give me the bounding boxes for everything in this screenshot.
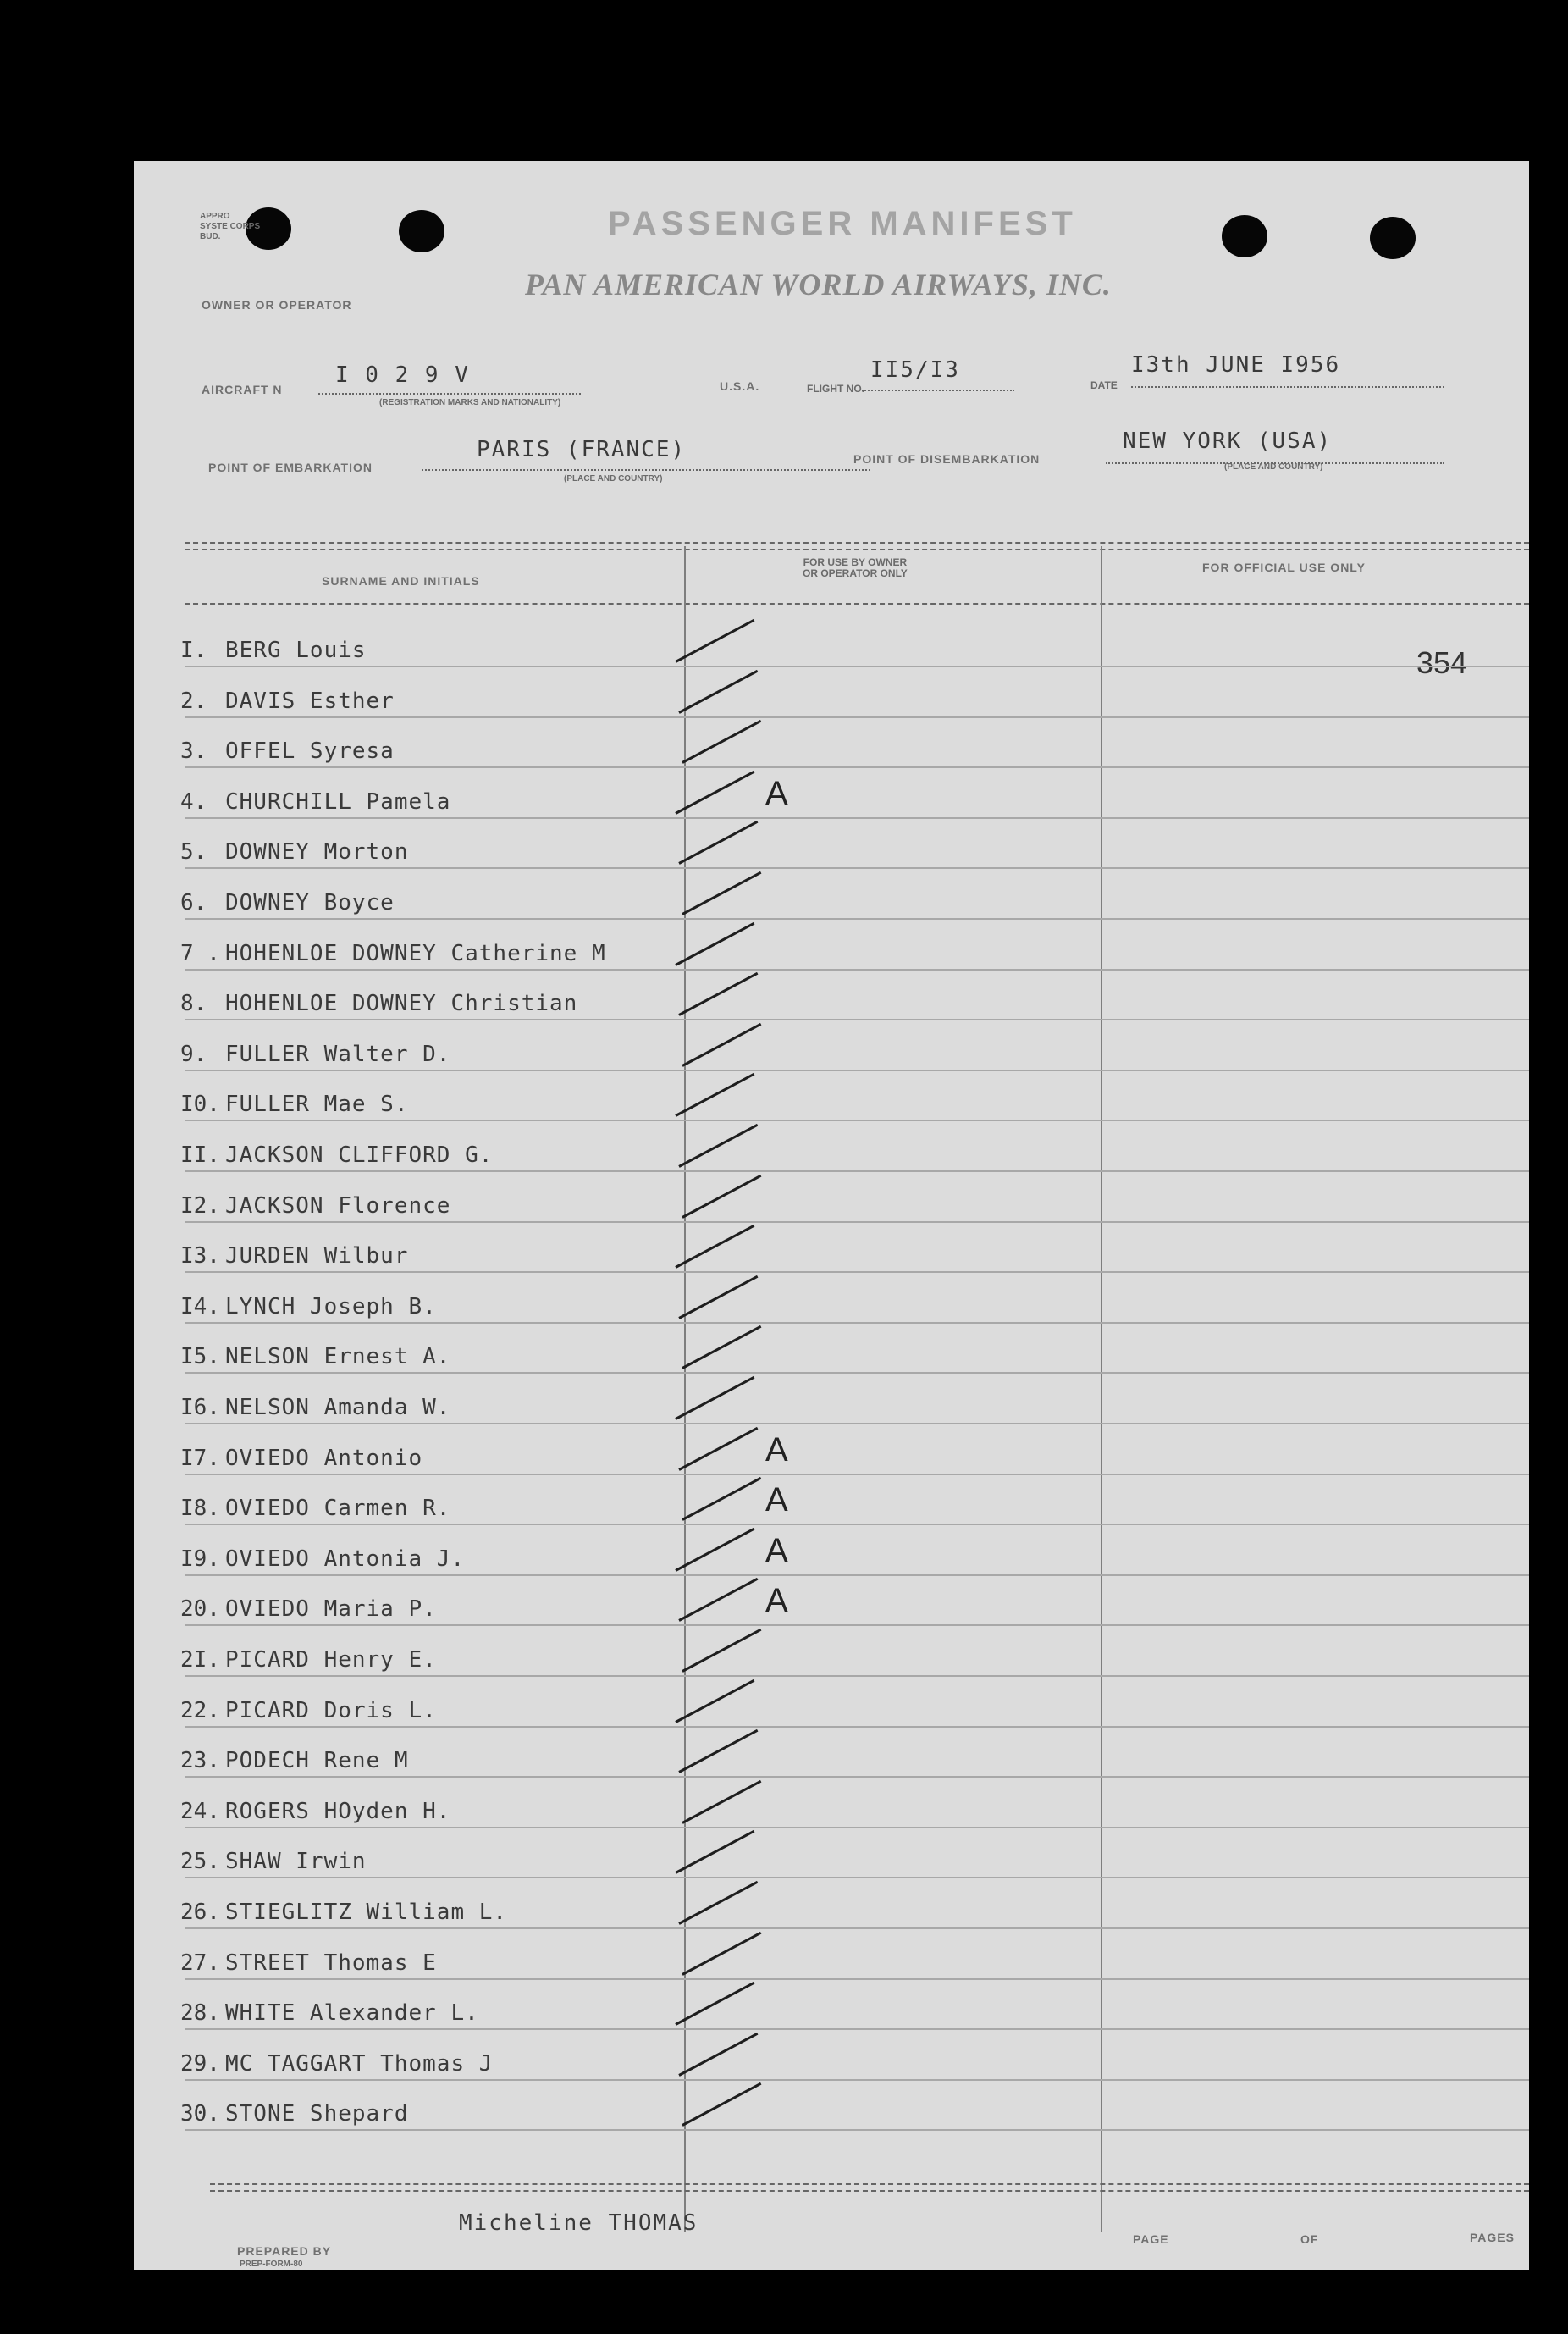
row-rule <box>185 1524 1529 1525</box>
annotation-a: A <box>765 1531 788 1569</box>
passenger-number: 28. <box>180 2000 220 2027</box>
col-header-owner-line: FOR USE BY OWNER <box>803 556 908 568</box>
check-mark <box>678 1881 758 1925</box>
passenger-number: 27. <box>180 1950 220 1976</box>
passenger-number: I8. <box>180 1496 220 1522</box>
row-rule <box>185 2129 1529 2131</box>
row-rule <box>185 2028 1529 2030</box>
passenger-number: I9. <box>180 1546 220 1572</box>
passenger-name: STIEGLITZ William L. <box>225 1900 508 1925</box>
check-mark <box>675 1830 754 1874</box>
passenger-name: DAVIS Esther <box>225 688 395 714</box>
check-mark <box>682 720 761 764</box>
disembarkation-caption: (PLACE AND COUNTRY) <box>1224 462 1323 472</box>
passenger-name: FULLER Mae S. <box>225 1092 409 1118</box>
check-mark <box>678 1729 758 1773</box>
passenger-name: OVIEDO Antonia J. <box>225 1546 466 1572</box>
row-rule <box>185 1574 1529 1576</box>
col-header-surname: SURNAME AND INITIALS <box>322 574 480 588</box>
aircraft-label: AIRCRAFT N <box>202 383 283 396</box>
aircraft-field <box>318 364 581 395</box>
check-mark <box>675 1376 754 1420</box>
passenger-number: 24. <box>180 1798 220 1824</box>
check-mark <box>678 821 758 865</box>
flight-field <box>862 357 1014 391</box>
col-header-rule <box>185 603 1529 605</box>
owner-label: OWNER OR OPERATOR <box>202 298 352 312</box>
date-label: DATE <box>1090 379 1118 391</box>
passenger-name: PICARD Henry E. <box>225 1647 437 1673</box>
disembarkation-label: POINT OF DISEMBARKATION <box>853 452 1041 466</box>
check-mark <box>682 2082 761 2127</box>
row-rule <box>185 1372 1529 1374</box>
punch-hole <box>1222 215 1267 257</box>
check-mark <box>675 1225 754 1269</box>
row-rule <box>185 1978 1529 1980</box>
check-mark <box>675 1679 754 1723</box>
check-mark <box>678 2033 758 2077</box>
row-rule <box>185 1070 1529 1071</box>
passenger-number: 30. <box>180 2101 220 2127</box>
annotation-a: A <box>765 774 788 812</box>
date-field <box>1131 352 1444 388</box>
row-rule <box>185 2079 1529 2081</box>
passenger-number: 25. <box>180 1849 220 1875</box>
check-mark <box>682 1325 761 1369</box>
official-number: 354 <box>1416 645 1468 680</box>
row-rule <box>185 1776 1529 1778</box>
registration-caption: (REGISTRATION MARKS AND NATIONALITY) <box>379 398 561 407</box>
passenger-number: 3. <box>180 738 207 765</box>
passenger-name: BERG Louis <box>225 638 367 663</box>
passenger-number: 7 . <box>180 940 220 966</box>
passenger-name: NELSON Amanda W. <box>225 1395 451 1420</box>
date-value: I3th JUNE I956 <box>1131 352 1341 378</box>
check-mark <box>678 669 758 713</box>
aircraft-value: I 0 2 9 V <box>335 362 470 388</box>
check-mark <box>682 1023 761 1067</box>
row-rule <box>185 766 1529 768</box>
passenger-name: SHAW Irwin <box>225 1849 367 1875</box>
check-mark <box>675 1982 754 2026</box>
embarkation-value: PARIS (FRANCE) <box>477 437 687 462</box>
passenger-name: JURDEN Wilbur <box>225 1243 409 1269</box>
header-rule <box>185 549 1529 550</box>
passenger-number: 29. <box>180 2050 220 2077</box>
row-rule <box>185 1927 1529 1929</box>
passenger-number: I4. <box>180 1293 220 1319</box>
row-rule <box>185 666 1529 667</box>
row-rule <box>185 1726 1529 1728</box>
row-rule <box>185 1675 1529 1677</box>
passenger-name: CHURCHILL Pamela <box>225 788 451 815</box>
passenger-number: 23. <box>180 1748 220 1774</box>
passenger-name: DOWNEY Boyce <box>225 890 395 915</box>
passenger-number: 20. <box>180 1596 220 1623</box>
passenger-name: JACKSON Florence <box>225 1192 451 1219</box>
passenger-name: HOHENLOE DOWNEY Christian <box>225 991 578 1017</box>
passenger-number: I. <box>180 638 207 663</box>
check-mark <box>675 619 754 663</box>
punch-hole <box>1370 217 1416 259</box>
check-mark <box>678 972 758 1016</box>
col-header-official: FOR OFFICIAL USE ONLY <box>1202 561 1366 574</box>
passenger-number: I5. <box>180 1344 220 1370</box>
check-mark <box>678 1426 758 1470</box>
check-mark <box>675 1073 754 1117</box>
check-mark <box>682 1629 761 1673</box>
form-title: PASSENGER MANIFEST <box>608 205 1077 242</box>
passenger-number: I3. <box>180 1243 220 1269</box>
passenger-number: I6. <box>180 1395 220 1420</box>
passenger-number: 22. <box>180 1697 220 1723</box>
prepared-value: Micheline THOMAS <box>459 2210 698 2236</box>
passenger-name: OVIEDO Antonio <box>225 1445 423 1471</box>
flight-label: FLIGHT NO. <box>807 383 864 395</box>
usa-label: U.S.A. <box>720 379 760 393</box>
disembarkation-field <box>1106 429 1444 464</box>
check-mark <box>682 1477 761 1521</box>
passenger-name: OVIEDO Maria P. <box>225 1596 437 1623</box>
passenger-number: 5. <box>180 839 207 866</box>
passenger-number: I0. <box>180 1092 220 1118</box>
passenger-name: MC TAGGART Thomas J <box>225 2050 494 2077</box>
of-label: OF <box>1300 2232 1319 2246</box>
page-label: PAGE <box>1133 2232 1169 2246</box>
header-rule <box>185 542 1529 544</box>
row-rule <box>185 1877 1529 1878</box>
check-mark <box>682 1174 761 1218</box>
passenger-number: 2I. <box>180 1647 220 1673</box>
passenger-number: 8. <box>180 991 207 1017</box>
check-mark <box>682 1780 761 1824</box>
passenger-name: PICARD Doris L. <box>225 1697 437 1723</box>
punch-hole <box>399 210 444 252</box>
row-rule <box>185 817 1529 819</box>
passenger-name: ROGERS HOyden H. <box>225 1798 451 1824</box>
passenger-number: II. <box>180 1142 220 1168</box>
row-rule <box>185 1221 1529 1223</box>
check-mark <box>678 1578 758 1622</box>
annotation-a: A <box>765 1481 788 1519</box>
passenger-name: LYNCH Joseph B. <box>225 1293 437 1319</box>
row-rule <box>185 1624 1529 1626</box>
passenger-name: OVIEDO Carmen R. <box>225 1496 451 1522</box>
passenger-number: 9. <box>180 1041 207 1067</box>
passenger-name: WHITE Alexander L. <box>225 2000 479 2027</box>
footer-rule <box>210 2190 1529 2192</box>
passenger-number: I2. <box>180 1192 220 1219</box>
row-rule <box>185 716 1529 718</box>
annotation-a: A <box>765 1582 788 1620</box>
check-mark <box>675 1528 754 1572</box>
flight-value: II5/I3 <box>870 357 960 383</box>
footer-rule <box>210 2183 1529 2185</box>
check-mark <box>678 1124 758 1168</box>
passenger-number: 4. <box>180 788 207 815</box>
embarkation-caption: (PLACE AND COUNTRY) <box>564 474 663 484</box>
row-rule <box>185 1322 1529 1324</box>
passenger-name: HOHENLOE DOWNEY Catherine M <box>225 940 606 966</box>
passenger-number: 26. <box>180 1900 220 1925</box>
approval-line: BUD. <box>200 232 221 241</box>
check-mark <box>678 1275 758 1319</box>
embarkation-field <box>422 437 870 471</box>
passenger-number: I7. <box>180 1445 220 1471</box>
check-mark <box>682 871 761 915</box>
row-rule <box>185 1423 1529 1424</box>
passenger-name: STONE Shepard <box>225 2101 409 2127</box>
form-code: PREP-FORM-80 <box>240 2259 303 2269</box>
passenger-number: 6. <box>180 890 207 915</box>
passenger-name: DOWNEY Morton <box>225 839 409 866</box>
check-mark <box>675 771 754 815</box>
row-rule <box>185 1271 1529 1273</box>
row-rule <box>185 1170 1529 1172</box>
prepared-label: PREPARED BY <box>237 2244 332 2258</box>
embarkation-label: POINT OF EMBARKATION <box>208 461 373 474</box>
disembarkation-value: NEW YORK (USA) <box>1123 429 1333 454</box>
annotation-a: A <box>765 1430 788 1468</box>
passenger-name: OFFEL Syresa <box>225 738 395 765</box>
check-mark <box>675 921 754 965</box>
company-name: PAN AMERICAN WORLD AIRWAYS, INC. <box>525 268 1112 301</box>
approval-line: APPRO <box>200 212 230 221</box>
passenger-name: JACKSON CLIFFORD G. <box>225 1142 494 1168</box>
row-rule <box>185 867 1529 869</box>
passenger-name: PODECH Rene M <box>225 1748 409 1774</box>
passenger-name: NELSON Ernest A. <box>225 1344 451 1370</box>
approval-notice <box>200 212 260 242</box>
approval-line: SYSTE CORPS <box>200 222 261 231</box>
col-header-owner-line: OR OPERATOR ONLY <box>803 567 908 579</box>
passenger-name: STREET Thomas E <box>225 1950 437 1976</box>
check-mark <box>682 1931 761 1975</box>
col-header-owner <box>803 557 908 579</box>
manifest-page <box>134 161 1529 2270</box>
row-rule <box>185 1474 1529 1475</box>
row-rule <box>185 1120 1529 1121</box>
passenger-number: 2. <box>180 688 207 714</box>
pages-label: PAGES <box>1470 2231 1515 2244</box>
row-rule <box>185 1827 1529 1828</box>
row-rule <box>185 918 1529 920</box>
row-rule <box>185 969 1529 971</box>
passenger-name: FULLER Walter D. <box>225 1041 451 1067</box>
row-rule <box>185 1019 1529 1020</box>
